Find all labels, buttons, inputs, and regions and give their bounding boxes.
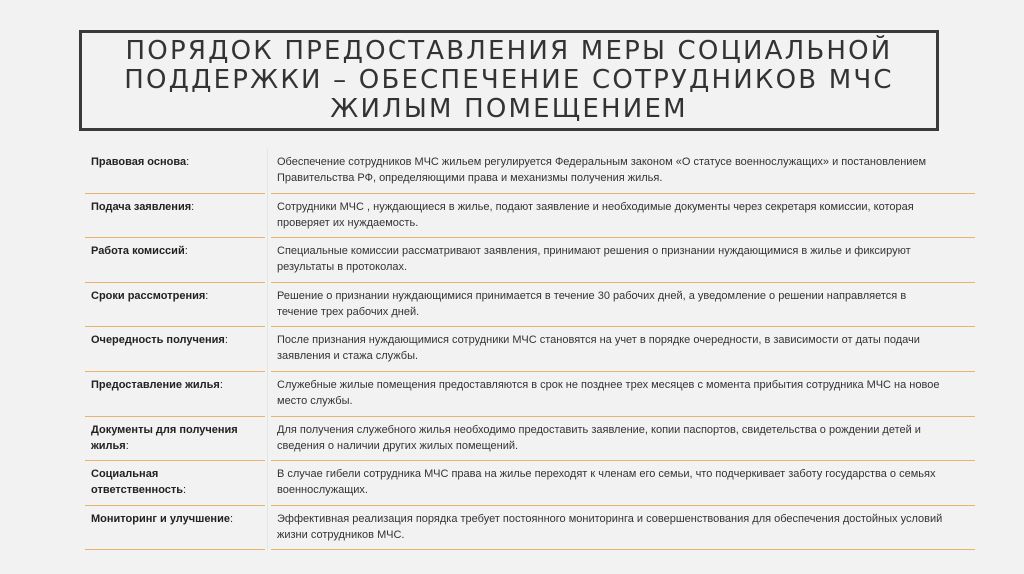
term-colon: :: [205, 289, 209, 302]
column-separator: [267, 417, 268, 462]
row-term-label: Правовая основа: [91, 156, 187, 168]
term-colon: :: [219, 378, 223, 391]
row-term-label: Подача заявления: [91, 200, 192, 213]
table-row: [85, 372, 975, 417]
row-term-label: Предоставление жилья: [91, 378, 220, 391]
row-term: [91, 199, 251, 215]
row-description: В случае гибели сотрудника МЧС права на жилье переходят к членам его семьи, что подчеркивает заботу государства о семьях военнослужащих.: [277, 468, 936, 497]
term-colon: :: [224, 334, 228, 347]
row-term: [91, 243, 251, 259]
table-row: [85, 417, 975, 462]
column-separator: [267, 372, 268, 417]
row-term: [91, 511, 251, 527]
row-description: Для получения служебного жилья необходимо предоставить заявление, копии паспортов, свидетельства о рождении детей и сведения о наличии других жилых помещений.: [277, 423, 921, 452]
term-colon: :: [191, 200, 195, 213]
column-separator: [267, 149, 268, 194]
table-row: [85, 506, 975, 551]
row-term: [91, 466, 251, 498]
table-row: [85, 283, 975, 328]
row-term-label: Работа комиссий: [91, 245, 185, 258]
column-separator: [267, 506, 268, 551]
table-row: [85, 327, 975, 372]
definition-table: [85, 149, 975, 550]
row-term: [91, 154, 251, 170]
row-term-label: Очередность получения: [91, 334, 225, 347]
column-separator: [267, 238, 268, 283]
title-box: [79, 30, 939, 131]
row-term-label: Мониторинг и улучшение: [91, 512, 230, 525]
term-colon: :: [125, 439, 129, 452]
column-separator: [267, 461, 268, 506]
row-term-label: Сроки рассмотрения: [91, 289, 206, 302]
row-description: Эффективная реализация порядка требует постоянного мониторинга и совершенствования для обеспечения достойных условий жизни сотрудников МЧС.: [277, 512, 943, 541]
row-term-label: Социальная ответственность: [91, 468, 184, 497]
row-term: [91, 332, 251, 348]
column-separator: [267, 194, 268, 239]
row-term: [91, 422, 251, 454]
table-row: [85, 149, 975, 194]
row-description: После признания нуждающимися сотрудники МЧС становятся на учет в порядке очередности, в зависимости от даты подачи заявления и стажа службы.: [277, 334, 920, 363]
term-colon: :: [229, 512, 234, 525]
row-description: Специальные комиссии рассматривают заявления, принимают решения о признании нуждающимися в жилье и фиксируют результаты в протоколах.: [277, 245, 911, 274]
term-colon: :: [183, 484, 187, 497]
term-colon: :: [184, 245, 188, 258]
column-separator: [267, 327, 268, 372]
term-colon: :: [186, 156, 190, 168]
table-row: [85, 461, 975, 506]
column-separator: [267, 283, 268, 328]
table-row: [85, 238, 975, 283]
slide-title: ПОРЯДОК ПРЕДОСТАВЛЕНИЯ МЕРЫ СОЦИАЛЬНОЙ ПОДДЕРЖКИ – ОБЕСПЕЧЕНИЕ СОТРУДНИКОВ МЧС ЖИЛЫМ ПОМЕЩЕНИЕМ: [124, 36, 894, 124]
row-description: Обеспечение сотрудников МЧС жильем регулируется Федеральным законом «О статусе военнослужащих» и постановлением Правительства РФ, определяющими права и механизмы получения жилья.: [277, 156, 927, 184]
row-description: Служебные жилые помещения предоставляются в срок не позднее трех месяцев с момента прибытия сотрудника МЧС на новое место службы.: [277, 378, 940, 407]
row-term: [91, 377, 251, 393]
row-description: Решение о признании нуждающимися принимается в течение 30 рабочих дней, а уведомление о решении направляется в течение трех рабочих дней.: [277, 289, 907, 318]
row-term: [91, 288, 251, 304]
table-row: [85, 194, 975, 239]
row-description: Сотрудники МЧС , нуждающиеся в жилье, подают заявление и необходимые документы через секретаря комиссии, которая проверяет их нуждаемость.: [277, 200, 914, 229]
row-term-label: Документы для получения жилья: [91, 423, 238, 452]
row-divider-left: [85, 549, 265, 550]
row-divider-right: [271, 549, 975, 550]
